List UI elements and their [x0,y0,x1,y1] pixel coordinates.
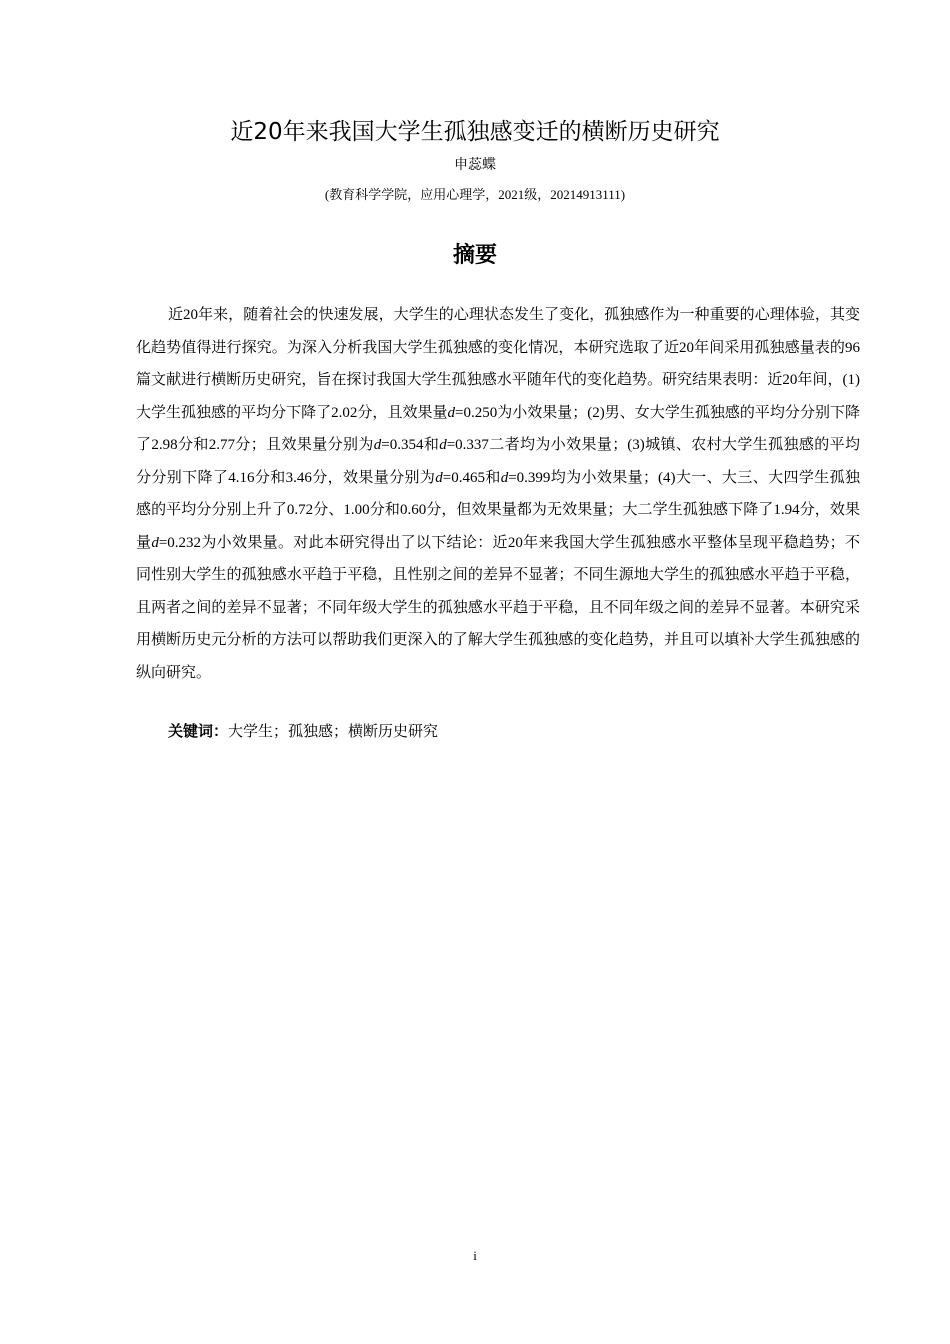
keywords [168,715,858,748]
page-number: i [473,1248,477,1263]
author-name: 申蕊蝶 [454,157,496,173]
keywords-label: 关键词： [168,722,229,740]
abstract-text-6: =0.399均为小效果量；(4)大一、大三、大四学生孤独感的平均分分别上升了0.72分、1.00分和0.60分，但效果量都为无效果量；大二学生孤独感下降了1.94分，效果量 [136,469,860,551]
abstract-text-2: =0.250为小效果量；(2)男、女大学生孤独感的平均分分别下降了2.98分和2.77分；且效果量分别为 [136,404,860,453]
effect-size-symbol: d [373,437,382,453]
abstract-text-3: =0.354和 [381,437,440,453]
effect-size-symbol: d [151,534,159,551]
abstract-text-1: 近20年来，随着社会的快速发展，大学生的心理状态发生了变化，孤独感作为一种重要的心理体验，其变化趋势值得进行探究。为深入分析我国大学生孤独感的变化情况，本研究选取了近20年间采用孤独感量表的96篇文献进行横断历史研究，旨在探讨我国大学生孤独感水平随年代的变化趋势。研究结果表明：近20年间，(1)大学生孤独感的平均分下降了2.02分，且效果量 [136,307,860,421]
abstract-body [136,299,860,689]
abstract-text-4: =0.337二者均为小效果量；(3)城镇、农村大学生孤独感的平均分分别下降了4.16分和3.46分，效果量分别为 [136,437,860,486]
effect-size-symbol: d [500,469,509,486]
abstract-heading: 摘要 [452,243,497,268]
abstract-text-5: =0.465和 [442,469,501,486]
effect-size-symbol: d [447,404,455,421]
effect-size-symbol: d [435,469,443,486]
keywords-list: 大学生；孤独感；横断历史研究 [228,724,439,740]
paper-title: 近20年来我国大学生孤独感变迁的横断历史研究 [230,119,720,145]
author-affiliation: (教育科学学院，应用心理学，2021级，20214913111) [324,187,626,202]
effect-size-symbol: d [439,437,447,453]
abstract-text-7: =0.232为小效果量。对此本研究得出了以下结论：近20年来我国大学生孤独感水平整体呈现平稳趋势；不同性别大学生的孤独感水平趋于平稳，且性别之间的差异不显著；不同生源地大学生的孤独感水平趋于平稳，且两者之间的差异不显著；不同年级大学生的孤独感水平趋于平稳，且不同年级之间的差异不显著。本研究采用横断历史元分析的方法可以帮助我们更深入的了解大学生孤独感的变化趋势，并且可以填补大学生孤独感的纵向研究。 [136,534,860,681]
